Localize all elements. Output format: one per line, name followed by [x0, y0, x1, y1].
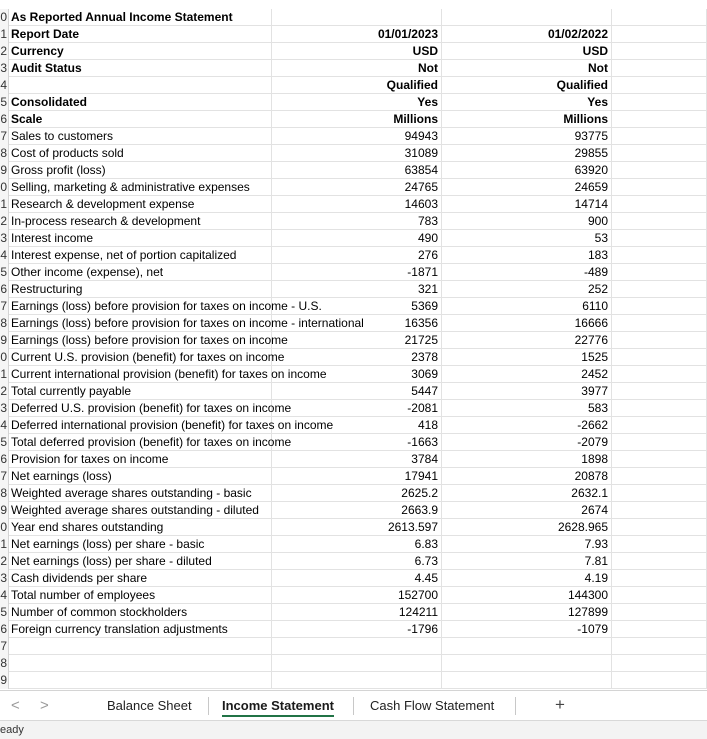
value-cell-2022[interactable]: 16666 — [442, 315, 612, 332]
value-cell-2023[interactable]: Millions — [272, 111, 442, 128]
value-cell-2023[interactable]: 2625.2 — [272, 485, 442, 502]
empty-cell[interactable] — [612, 451, 707, 468]
row-number-text: 4 — [0, 248, 7, 262]
row-number-text: 7 — [0, 129, 7, 143]
value-cell-2023[interactable] — [272, 9, 442, 26]
value-cell-2022[interactable]: -1079 — [442, 621, 612, 638]
value-cell-2023[interactable]: 2378 — [272, 349, 442, 366]
label-cell[interactable]: Earnings (loss) before provision for taxes on income - international — [11, 316, 364, 330]
table-row — [0, 128, 707, 145]
row-number[interactable] — [0, 281, 9, 298]
label-cell[interactable]: As Reported Annual Income Statement — [9, 9, 272, 26]
row-number[interactable] — [0, 553, 9, 570]
value-cell-2023[interactable]: 276 — [272, 247, 442, 264]
row-number[interactable] — [0, 43, 9, 60]
value-cell-2023[interactable]: 2663.9 — [272, 502, 442, 519]
empty-cell[interactable] — [612, 434, 707, 451]
value-cell-2022[interactable]: -489 — [442, 264, 612, 281]
table-row — [0, 60, 707, 77]
row-number-text: 7 — [0, 299, 7, 313]
row-number-text: 3 — [0, 231, 7, 245]
value-cell-2023[interactable]: -1871 — [272, 264, 442, 281]
row-number[interactable] — [0, 451, 9, 468]
sheet-tab-bar — [0, 690, 707, 721]
row-number[interactable] — [0, 638, 9, 655]
row-number[interactable] — [0, 400, 9, 417]
value-cell-2023[interactable]: 17941 — [272, 468, 442, 485]
value-cell-2023[interactable]: 490 — [272, 230, 442, 247]
value-cell-2023[interactable]: Yes — [272, 94, 442, 111]
value-cell-2023[interactable]: 5447 — [272, 383, 442, 400]
empty-cell[interactable] — [612, 383, 707, 400]
table-row — [0, 638, 707, 655]
empty-cell[interactable] — [612, 519, 707, 536]
value-cell-2022[interactable]: 144300 — [442, 587, 612, 604]
row-number[interactable] — [0, 502, 9, 519]
row-number-text: 1 — [0, 537, 7, 551]
value-cell-2023[interactable]: 4.45 — [272, 570, 442, 587]
row-number-text: 4 — [0, 78, 7, 92]
table-row — [0, 519, 707, 536]
row-number[interactable] — [0, 128, 9, 145]
row-number[interactable] — [0, 196, 9, 213]
table-row — [0, 366, 707, 383]
row-number[interactable] — [0, 298, 9, 315]
empty-cell[interactable] — [612, 502, 707, 519]
row-number-text: 0 — [0, 520, 7, 534]
row-number-text: 2 — [0, 384, 7, 398]
value-cell-2022[interactable]: USD — [442, 43, 612, 60]
value-cell-2022[interactable] — [442, 9, 612, 26]
value-cell-2023[interactable] — [272, 638, 442, 655]
value-cell-2022[interactable]: 7.93 — [442, 536, 612, 553]
empty-cell[interactable] — [612, 332, 707, 349]
empty-cell[interactable] — [612, 570, 707, 587]
label-cell[interactable]: Selling, marketing & administrative expenses — [9, 179, 272, 196]
value-cell-2023[interactable]: Not — [272, 60, 442, 77]
label-cell[interactable]: Restructuring — [9, 281, 272, 298]
label-cell[interactable]: Weighted average shares outstanding - basic — [9, 485, 272, 502]
value-cell-2023[interactable]: 63854 — [272, 162, 442, 179]
tab-balance-sheet[interactable]: Balance Sheet — [107, 698, 192, 713]
row-number[interactable] — [0, 230, 9, 247]
label-cell[interactable]: Cost of products sold — [9, 145, 272, 162]
label-cell[interactable]: Current U.S. provision (benefit) for taxes on income — [11, 350, 285, 364]
table-row — [0, 672, 707, 689]
label-cell[interactable]: Interest expense, net of portion capitalized — [9, 247, 272, 264]
row-number[interactable] — [0, 672, 9, 689]
value-cell-2023[interactable]: 31089 — [272, 145, 442, 162]
table-row — [0, 553, 707, 570]
value-cell-2022[interactable]: 29855 — [442, 145, 612, 162]
table-row — [0, 383, 707, 400]
row-number[interactable] — [0, 621, 9, 638]
value-cell-2023[interactable] — [272, 672, 442, 689]
value-cell-2023[interactable]: 94943 — [272, 128, 442, 145]
label-cell[interactable] — [9, 77, 272, 94]
row-number[interactable] — [0, 145, 9, 162]
row-number-text: 8 — [0, 486, 7, 500]
row-number[interactable] — [0, 468, 9, 485]
value-cell-2023[interactable]: 24765 — [272, 179, 442, 196]
table-row — [0, 264, 707, 281]
label-cell[interactable]: Net earnings (loss) — [9, 468, 272, 485]
row-number[interactable] — [0, 383, 9, 400]
label-cell[interactable]: Other income (expense), net — [9, 264, 272, 281]
row-number[interactable] — [0, 570, 9, 587]
table-row — [0, 451, 707, 468]
row-number-text: 2 — [0, 214, 7, 228]
value-cell-2023[interactable]: -1796 — [272, 621, 442, 638]
table-row — [0, 145, 707, 162]
label-cell[interactable]: Cash dividends per share — [9, 570, 272, 587]
empty-cell[interactable] — [612, 672, 707, 689]
row-number-text: 9 — [0, 673, 7, 687]
row-number[interactable] — [0, 26, 9, 43]
empty-cell[interactable] — [612, 468, 707, 485]
empty-cell[interactable] — [612, 196, 707, 213]
value-cell-2022[interactable]: 22776 — [442, 332, 612, 349]
row-number[interactable] — [0, 315, 9, 332]
empty-cell[interactable] — [612, 315, 707, 332]
value-cell-2023[interactable]: 124211 — [272, 604, 442, 621]
status-bar — [0, 720, 707, 739]
label-cell[interactable]: Year end shares outstanding — [9, 519, 272, 536]
empty-cell[interactable] — [612, 60, 707, 77]
table-row — [0, 434, 707, 451]
empty-cell[interactable] — [612, 179, 707, 196]
value-cell-2023[interactable]: 152700 — [272, 587, 442, 604]
value-cell-2022[interactable]: 1525 — [442, 349, 612, 366]
table-row — [0, 77, 707, 94]
empty-cell[interactable] — [612, 43, 707, 60]
label-cell[interactable]: Sales to customers — [9, 128, 272, 145]
empty-cell[interactable] — [612, 485, 707, 502]
empty-cell[interactable] — [612, 366, 707, 383]
row-number[interactable] — [0, 434, 9, 451]
value-cell-2022[interactable]: 2632.1 — [442, 485, 612, 502]
empty-cell[interactable] — [612, 638, 707, 655]
row-number[interactable] — [0, 604, 9, 621]
table-row — [0, 179, 707, 196]
value-cell-2023[interactable]: 321 — [272, 281, 442, 298]
row-number[interactable] — [0, 349, 9, 366]
row-number-text: 3 — [0, 61, 7, 75]
table-row — [0, 655, 707, 672]
tab-scroll-left-icon[interactable]: < — [11, 697, 20, 714]
empty-cell[interactable] — [612, 230, 707, 247]
empty-cell[interactable] — [612, 553, 707, 570]
table-row — [0, 196, 707, 213]
row-number-text: 0 — [0, 350, 7, 364]
tab-income-statement[interactable]: Income Statement — [222, 698, 334, 717]
row-number-text: 0 — [0, 10, 7, 24]
value-cell-2022[interactable]: 900 — [442, 213, 612, 230]
value-cell-2023[interactable] — [272, 655, 442, 672]
tab-divider — [515, 697, 516, 715]
empty-cell[interactable] — [612, 213, 707, 230]
tab-scroll-right-icon[interactable]: > — [40, 697, 49, 714]
table-row — [0, 281, 707, 298]
label-cell[interactable]: Net earnings (loss) per share - diluted — [9, 553, 272, 570]
table-row — [0, 400, 707, 417]
value-cell-2022[interactable]: 01/02/2022 — [442, 26, 612, 43]
value-cell-2023[interactable]: -2081 — [272, 400, 442, 417]
row-number-text: 9 — [0, 503, 7, 517]
row-number-text: 5 — [0, 435, 7, 449]
value-cell-2023[interactable]: 3069 — [272, 366, 442, 383]
empty-cell[interactable] — [612, 621, 707, 638]
label-cell[interactable]: Scale — [9, 111, 272, 128]
value-cell-2022[interactable]: 4.19 — [442, 570, 612, 587]
label-cell[interactable]: Provision for taxes on income — [9, 451, 272, 468]
table-row — [0, 43, 707, 60]
table-row — [0, 298, 707, 315]
empty-cell[interactable] — [612, 94, 707, 111]
value-cell-2022[interactable]: -2079 — [442, 434, 612, 451]
row-number-text: 7 — [0, 469, 7, 483]
table-row — [0, 570, 707, 587]
row-number-text: 3 — [0, 571, 7, 585]
label-cell[interactable]: Weighted average shares outstanding - diluted — [9, 502, 272, 519]
table-row — [0, 536, 707, 553]
empty-cell[interactable] — [612, 587, 707, 604]
table-row — [0, 604, 707, 621]
label-cell[interactable]: Foreign currency translation adjustments — [9, 621, 272, 638]
label-cell[interactable]: Deferred international provision (benefit) for taxes on income — [11, 418, 334, 432]
label-cell[interactable]: Consolidated — [9, 94, 272, 111]
tab-divider — [353, 697, 354, 715]
empty-cell[interactable] — [612, 536, 707, 553]
value-cell-2023[interactable]: 16356 — [272, 315, 442, 332]
value-cell-2022[interactable]: 2452 — [442, 366, 612, 383]
table-row — [0, 485, 707, 502]
row-number[interactable] — [0, 247, 9, 264]
empty-cell[interactable] — [612, 655, 707, 672]
row-number-text: 6 — [0, 452, 7, 466]
row-number[interactable] — [0, 519, 9, 536]
value-cell-2022[interactable]: 2674 — [442, 502, 612, 519]
row-number-text: 0 — [0, 180, 7, 194]
table-row — [0, 502, 707, 519]
empty-cell[interactable] — [612, 111, 707, 128]
status-text: eady — [0, 724, 24, 736]
row-number[interactable] — [0, 213, 9, 230]
empty-cell[interactable] — [612, 400, 707, 417]
row-number[interactable] — [0, 655, 9, 672]
empty-cell[interactable] — [612, 145, 707, 162]
value-cell-2023[interactable]: 14603 — [272, 196, 442, 213]
row-number[interactable] — [0, 366, 9, 383]
row-number-text: 6 — [0, 112, 7, 126]
value-cell-2023[interactable]: USD — [272, 43, 442, 60]
table-row — [0, 587, 707, 604]
label-cell[interactable]: Net earnings (loss) per share - basic — [9, 536, 272, 553]
empty-cell[interactable] — [612, 604, 707, 621]
row-number[interactable] — [0, 417, 9, 434]
row-number[interactable] — [0, 94, 9, 111]
row-number-text: 4 — [0, 588, 7, 602]
value-cell-2023[interactable]: -1663 — [272, 434, 442, 451]
row-number-text: 8 — [0, 316, 7, 330]
empty-cell[interactable] — [612, 77, 707, 94]
label-cell[interactable]: Currency — [9, 43, 272, 60]
row-number[interactable] — [0, 179, 9, 196]
value-cell-2022[interactable]: 14714 — [442, 196, 612, 213]
row-number[interactable] — [0, 111, 9, 128]
value-cell-2023[interactable]: 6.73 — [272, 553, 442, 570]
value-cell-2023[interactable]: 6.83 — [272, 536, 442, 553]
table-row — [0, 332, 707, 349]
table-row — [0, 621, 707, 638]
label-cell[interactable]: Interest income — [9, 230, 272, 247]
value-cell-2022[interactable]: Yes — [442, 94, 612, 111]
value-cell-2022[interactable]: 93775 — [442, 128, 612, 145]
add-sheet-button[interactable]: + — [555, 695, 565, 714]
value-cell-2022[interactable]: Qualified — [442, 77, 612, 94]
empty-cell[interactable] — [612, 349, 707, 366]
row-number-text: 1 — [0, 367, 7, 381]
empty-cell[interactable] — [612, 9, 707, 26]
value-cell-2023[interactable]: 783 — [272, 213, 442, 230]
empty-cell[interactable] — [612, 264, 707, 281]
label-cell[interactable]: Earnings (loss) before provision for taxes on income - U.S. — [11, 299, 322, 313]
value-cell-2022[interactable] — [442, 672, 612, 689]
row-number[interactable] — [0, 9, 9, 26]
value-cell-2023[interactable]: 01/01/2023 — [272, 26, 442, 43]
value-cell-2023[interactable]: Qualified — [272, 77, 442, 94]
row-number-text: 9 — [0, 163, 7, 177]
label-cell[interactable]: Gross profit (loss) — [9, 162, 272, 179]
table-row — [0, 94, 707, 111]
row-number-text: 8 — [0, 146, 7, 160]
value-cell-2022[interactable] — [442, 655, 612, 672]
row-number-text: 9 — [0, 333, 7, 347]
tab-cash-flow-statement[interactable]: Cash Flow Statement — [370, 698, 495, 713]
label-cell[interactable]: Deferred U.S. provision (benefit) for taxes on income — [11, 401, 292, 415]
label-cell[interactable] — [9, 672, 272, 689]
table-row — [0, 162, 707, 179]
table-row — [0, 213, 707, 230]
value-cell-2022[interactable]: 24659 — [442, 179, 612, 196]
value-cell-2022[interactable]: 53 — [442, 230, 612, 247]
label-cell[interactable]: Total number of employees — [9, 587, 272, 604]
value-cell-2022[interactable]: Not — [442, 60, 612, 77]
row-number-text: 1 — [0, 27, 7, 41]
empty-cell[interactable] — [612, 298, 707, 315]
label-cell[interactable] — [9, 638, 272, 655]
table-row — [0, 26, 707, 43]
value-cell-2022[interactable]: 183 — [442, 247, 612, 264]
empty-cell[interactable] — [612, 417, 707, 434]
empty-cell[interactable] — [612, 128, 707, 145]
label-cell[interactable]: Earnings (loss) before provision for taxes on income — [11, 333, 288, 347]
value-cell-2022[interactable] — [442, 638, 612, 655]
empty-cell[interactable] — [612, 281, 707, 298]
row-number-text: 7 — [0, 639, 7, 653]
row-number[interactable] — [0, 162, 9, 179]
row-number-text: 1 — [0, 197, 7, 211]
row-number[interactable] — [0, 264, 9, 281]
value-cell-2023[interactable]: 2613.597 — [272, 519, 442, 536]
tab-divider — [208, 697, 209, 715]
label-cell[interactable]: Total deferred provision (benefit) for taxes on income — [11, 435, 292, 449]
row-number-text: 5 — [0, 95, 7, 109]
value-cell-2022[interactable]: -2662 — [442, 417, 612, 434]
empty-cell[interactable] — [612, 247, 707, 264]
value-cell-2022[interactable]: 63920 — [442, 162, 612, 179]
value-cell-2022[interactable]: 20878 — [442, 468, 612, 485]
label-cell[interactable]: Research & development expense — [9, 196, 272, 213]
row-number[interactable] — [0, 536, 9, 553]
value-cell-2022[interactable]: 3977 — [442, 383, 612, 400]
table-row — [0, 349, 707, 366]
row-number[interactable] — [0, 485, 9, 502]
label-cell[interactable]: In-process research & development — [9, 213, 272, 230]
table-row — [0, 111, 707, 128]
label-cell[interactable]: Audit Status — [9, 60, 272, 77]
value-cell-2022[interactable]: 7.81 — [442, 553, 612, 570]
label-cell[interactable] — [9, 655, 272, 672]
value-cell-2023[interactable]: 3784 — [272, 451, 442, 468]
row-number-text: 5 — [0, 605, 7, 619]
row-number-text: 5 — [0, 265, 7, 279]
empty-cell[interactable] — [612, 26, 707, 43]
value-cell-2022[interactable]: Millions — [442, 111, 612, 128]
row-number[interactable] — [0, 77, 9, 94]
row-number-text: 4 — [0, 418, 7, 432]
label-cell[interactable]: Current international provision (benefit) for taxes on income — [11, 367, 327, 381]
row-number-text: 2 — [0, 554, 7, 568]
value-cell-2023[interactable]: 21725 — [272, 332, 442, 349]
value-cell-2023[interactable]: 5369 — [272, 298, 442, 315]
label-cell[interactable]: Report Date — [9, 26, 272, 43]
table-row — [0, 468, 707, 485]
row-number[interactable] — [0, 332, 9, 349]
label-cell[interactable]: Total currently payable — [9, 383, 272, 400]
row-number-text: 3 — [0, 401, 7, 415]
row-number[interactable] — [0, 60, 9, 77]
label-cell[interactable]: Number of common stockholders — [9, 604, 272, 621]
table-row — [0, 230, 707, 247]
value-cell-2023[interactable]: 418 — [272, 417, 442, 434]
table-row — [0, 315, 707, 332]
value-cell-2022[interactable]: 127899 — [442, 604, 612, 621]
table-row — [0, 247, 707, 264]
row-number-text: 2 — [0, 44, 7, 58]
value-cell-2022[interactable]: 6110 — [442, 298, 612, 315]
empty-cell[interactable] — [612, 162, 707, 179]
value-cell-2022[interactable]: 1898 — [442, 451, 612, 468]
table-row — [0, 417, 707, 434]
row-number-text: 6 — [0, 282, 7, 296]
value-cell-2022[interactable]: 2628.965 — [442, 519, 612, 536]
value-cell-2022[interactable]: 583 — [442, 400, 612, 417]
row-number-text: 6 — [0, 622, 7, 636]
table-row — [0, 9, 707, 26]
value-cell-2022[interactable]: 252 — [442, 281, 612, 298]
row-number-text: 8 — [0, 656, 7, 670]
row-number[interactable] — [0, 587, 9, 604]
